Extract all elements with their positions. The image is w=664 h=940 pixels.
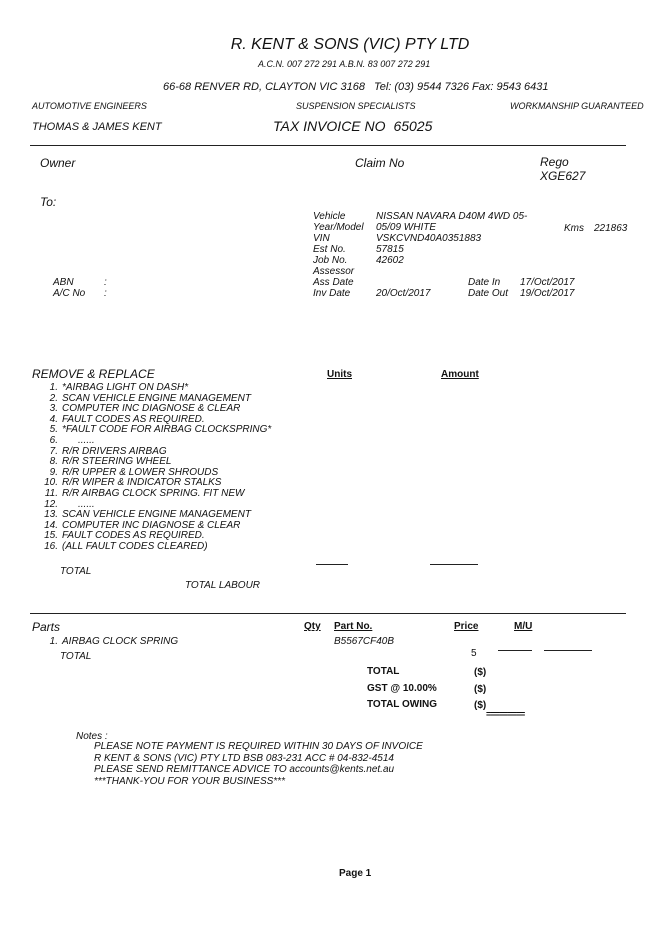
tagline-center: SUSPENSION SPECIALISTS [296,101,416,111]
vin-value: VSKCVND40A0351883 [376,233,482,244]
note-line: ***THANK-YOU FOR YOUR BUSINESS*** [94,775,285,787]
vin-label: VIN [313,233,330,244]
date-out-label: Date Out [468,288,509,299]
note-line: R KENT & SONS (VIC) PTY LTD BSB 083-231 ACC # 04-832-4514 [94,752,394,764]
est-value: 57815 [376,244,404,255]
company-address: 66-68 RENVER RD, CLAYTON VIC 3168 [163,81,365,93]
mu-rule-2 [544,650,592,651]
total-labour-label: TOTAL LABOUR [185,580,261,591]
table-row: 1. AIRBAG CLOCK SPRING [49,636,179,647]
list-item: 6. ...... [49,434,95,446]
invoice-number: 65025 [393,118,433,134]
year-label: Year/Model [313,222,364,233]
company-phone-fax: Tel: (03) 9544 7326 Fax: 9543 6431 [374,81,549,93]
mu-rule [498,650,532,651]
list-item: 11. R/R AIRBAG CLOCK SPRING. FIT NEW [44,487,245,499]
inv-date-value: 20/Oct/2017 [376,288,431,299]
inv-date-label: Inv Date [313,288,351,299]
grand-total-value: ($) [474,667,487,678]
note-line: PLEASE NOTE PAYMENT IS REQUIRED WITHIN 30 DAYS OF INVOICE [94,741,423,752]
proprietors: THOMAS & JAMES KENT [32,121,162,133]
labour-section-title: REMOVE & REPLACE [32,367,155,381]
gst-value: ($) [474,684,487,695]
list-item: 12. ...... [44,498,95,510]
claim-label: Claim No [355,156,405,170]
total-owing-label: TOTAL OWING [367,699,437,710]
list-item: 5. *FAULT CODE FOR AIRBAG CLOCKSPRING* [49,424,272,436]
date-in-label: Date In [468,277,501,288]
qty-header: Qty [304,621,321,632]
list-item: 1. *AIRBAG LIGHT ON DASH* [49,382,189,393]
units-header: Units [327,369,352,380]
vehicle-label: Vehicle [313,211,346,222]
note-line: PLEASE SEND REMITTANCE ADVICE TO accounts@kents.net.au [94,764,395,775]
page-number: Page 1 [339,868,372,879]
part-number: B5567CF40B [334,636,395,647]
list-item: 16. (ALL FAULT CODES CLEARED) [44,540,208,552]
notes-list [94,741,423,787]
labour-list [36,383,271,553]
header-divider [30,145,626,146]
parts-total-label: TOTAL [60,651,92,662]
list-item: 10. R/R WIPER & INDICATOR STALKS [44,477,222,489]
invoice-title-label: TAX INVOICE NO [273,118,386,134]
abn-colon: : [104,277,107,288]
list-item: 4. FAULT CODES AS REQUIRED. [49,413,205,425]
list-item: 7. R/R DRIVERS AIRBAG [49,445,167,457]
labour-total-label: TOTAL [60,566,92,577]
kms-value: 221863 [594,223,628,234]
kms-label: Kms [564,223,584,234]
amount-header: Amount [441,369,479,380]
date-in-value: 17/Oct/2017 [520,277,575,288]
double-underline: ========= [486,709,525,719]
vehicle-value: NISSAN NAVARA D40M 4WD 05- [376,211,528,222]
tagline-left: AUTOMOTIVE ENGINEERS [32,101,147,111]
list-item: 8. R/R STEERING WHEEL [49,456,172,468]
gst-label: GST @ 10.00% [367,683,437,694]
parts-divider [30,613,626,614]
rego-value: XGE627 [540,169,586,183]
job-value: 42602 [376,255,404,266]
ass-date-label: Ass Date [313,277,354,288]
price-header: Price [454,621,479,632]
abn-label: ABN [53,277,74,288]
job-label: Job No. [313,255,348,266]
mu-header: M/U [514,621,533,632]
grand-total-label: TOTAL [367,666,400,677]
assessor-label: Assessor [313,266,355,277]
owner-label: Owner [40,156,76,170]
price-stray-mark: 5 [471,648,477,659]
partno-header: Part No. [334,621,373,632]
tagline-right: WORKMANSHIP GUARANTEED [510,101,644,111]
rego-label: Rego [540,155,569,169]
list-item: 13. SCAN VEHICLE ENGINE MANAGEMENT [44,509,251,521]
notes-label: Notes : [76,731,108,742]
invoice-title [273,118,432,134]
company-name: R. KENT & SONS (VIC) PTY LTD [230,36,470,53]
parts-section-title: Parts [32,620,61,634]
date-out-value: 19/Oct/2017 [520,288,575,299]
list-item: 14. COMPUTER INC DIAGNOSE & CLEAR [44,519,241,531]
list-item: 15. FAULT CODES AS REQUIRED. [44,530,205,542]
list-item: 9. R/R UPPER & LOWER SHROUDS [49,466,219,478]
acn-abn: A.C.N. 007 272 291 A.B.N. 83 007 272 291 [258,59,431,69]
total-owing-value: ($) [474,700,487,711]
amount-subtotal-rule [430,564,478,565]
year-value: 05/09 WHITE [376,222,437,233]
list-item: 3. COMPUTER INC DIAGNOSE & CLEAR [49,403,241,415]
list-item: 2. SCAN VEHICLE ENGINE MANAGEMENT [49,392,251,404]
units-subtotal-rule [316,564,348,565]
est-label: Est No. [313,244,346,255]
ac-label: A/C No [53,288,86,299]
to-label: To: [40,195,57,209]
ac-colon: : [104,288,107,299]
